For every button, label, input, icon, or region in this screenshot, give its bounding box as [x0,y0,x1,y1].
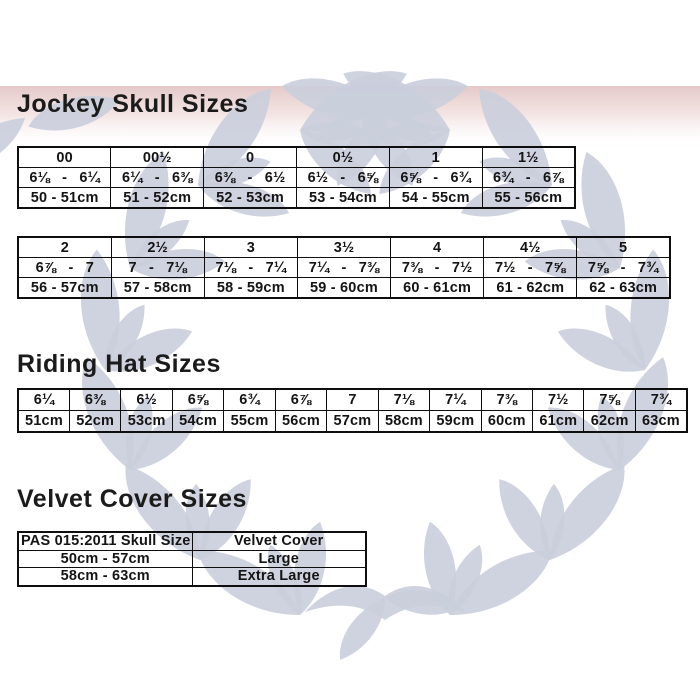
size-number-row [18,237,670,258]
size-number-cell: 00½ [111,147,204,168]
jockey-skull-sizes-title: Jockey Skull Sizes [17,90,249,118]
cm-range-cell: 59 - 60cm [297,278,390,299]
hat-size-row [18,389,687,411]
hat-size-cell: 6⅞ [275,389,326,411]
cm-size-cell: 58cm [378,411,429,433]
cm-range-cell: 55 - 56cm [482,188,575,209]
cm-range-cell: 52 - 53cm [204,188,297,209]
hat-size-cell: 7⅜ [481,389,532,411]
cm-range-row [18,188,575,209]
cm-size-cell: 63cm [635,411,687,433]
jockey-skull-table-row2 [17,236,671,299]
skull-size-range-cell: 58cm - 63cm [18,568,192,586]
cm-size-cell: 53cm [121,411,172,433]
size-number-cell: 1 [389,147,482,168]
hat-size-range-cell: 7⅛ - 7¼ [204,258,297,278]
hat-size-range-cell: 6⅜ - 6½ [204,168,297,188]
hat-size-cell: 6¼ [18,389,69,411]
hat-size-cell: 6⅝ [172,389,223,411]
size-number-cell: 00 [18,147,111,168]
velvet-header-row [18,532,366,550]
hat-size-range-row [18,168,575,188]
cm-size-cell: 56cm [275,411,326,433]
cm-size-cell: 62cm [584,411,635,433]
cm-range-cell: 57 - 58cm [111,278,204,299]
hat-size-range-cell: 7⅜ - 7½ [391,258,484,278]
cm-range-cell: 50 - 51cm [18,188,111,209]
hat-size-cell: 6⅜ [69,389,120,411]
hat-size-range-cell: 6¼ - 6⅜ [111,168,204,188]
skull-size-range-cell: 50cm - 57cm [18,550,192,568]
hat-size-cell: 7½ [533,389,584,411]
hat-size-range-cell: 6½ - 6⅝ [296,168,389,188]
cm-range-cell: 60 - 61cm [391,278,484,299]
hat-size-range-cell: 6⅝ - 6¾ [389,168,482,188]
skull-size-header-cell: PAS 015:2011 Skull Size [18,532,192,550]
velvet-row [18,550,366,568]
cm-size-row [18,411,687,433]
hat-size-cell: 7⅛ [378,389,429,411]
riding-hat-sizes-title: Riding Hat Sizes [17,350,221,378]
size-number-row [18,147,575,168]
size-number-cell: 0 [204,147,297,168]
cm-range-cell: 58 - 59cm [204,278,297,299]
cm-size-cell: 55cm [224,411,275,433]
cm-size-cell: 57cm [327,411,378,433]
jockey-skull-table-row1 [17,146,576,209]
hat-size-range-cell: 6⅞ - 7 [18,258,111,278]
size-number-cell: 3 [204,237,297,258]
velvet-cover-header-cell: Velvet Cover [192,532,366,550]
cm-size-cell: 60cm [481,411,532,433]
hat-size-cell: 7¼ [430,389,481,411]
size-number-cell: 1½ [482,147,575,168]
cm-range-cell: 61 - 62cm [484,278,577,299]
cm-range-cell: 54 - 55cm [389,188,482,209]
cm-size-cell: 52cm [69,411,120,433]
velvet-cover-table [17,531,367,587]
cm-range-cell: 56 - 57cm [18,278,111,299]
velvet-cover-size-cell: Large [192,550,366,568]
cm-size-cell: 51cm [18,411,69,433]
hat-size-range-row [18,258,670,278]
size-number-cell: 2 [18,237,111,258]
size-number-cell: 4½ [484,237,577,258]
hat-size-cell: 6½ [121,389,172,411]
hat-size-range-cell: 7 - 7⅛ [111,258,204,278]
cm-size-cell: 61cm [533,411,584,433]
hat-size-cell: 6¾ [224,389,275,411]
cm-range-cell: 53 - 54cm [296,188,389,209]
hat-size-cell: 7¾ [635,389,687,411]
velvet-cover-sizes-title: Velvet Cover Sizes [17,485,247,513]
size-number-cell: 3½ [297,237,390,258]
hat-size-range-cell: 6¾ - 6⅞ [482,168,575,188]
cm-range-row [18,278,670,299]
size-number-cell: 0½ [296,147,389,168]
hat-size-cell: 7⅝ [584,389,635,411]
velvet-cover-size-cell: Extra Large [192,568,366,586]
velvet-row [18,568,366,586]
riding-hat-table [17,388,688,433]
hat-size-range-cell: 6⅛ - 6¼ [18,168,111,188]
size-number-cell: 4 [391,237,484,258]
cm-size-cell: 59cm [430,411,481,433]
cm-range-cell: 51 - 52cm [111,188,204,209]
size-number-cell: 2½ [111,237,204,258]
cm-size-cell: 54cm [172,411,223,433]
size-number-cell: 5 [577,237,670,258]
hat-size-range-cell: 7½ - 7⅝ [484,258,577,278]
hat-size-range-cell: 7¼ - 7⅜ [297,258,390,278]
cm-range-cell: 62 - 63cm [577,278,670,299]
hat-size-cell: 7 [327,389,378,411]
hat-size-range-cell: 7⅝ - 7¾ [577,258,670,278]
